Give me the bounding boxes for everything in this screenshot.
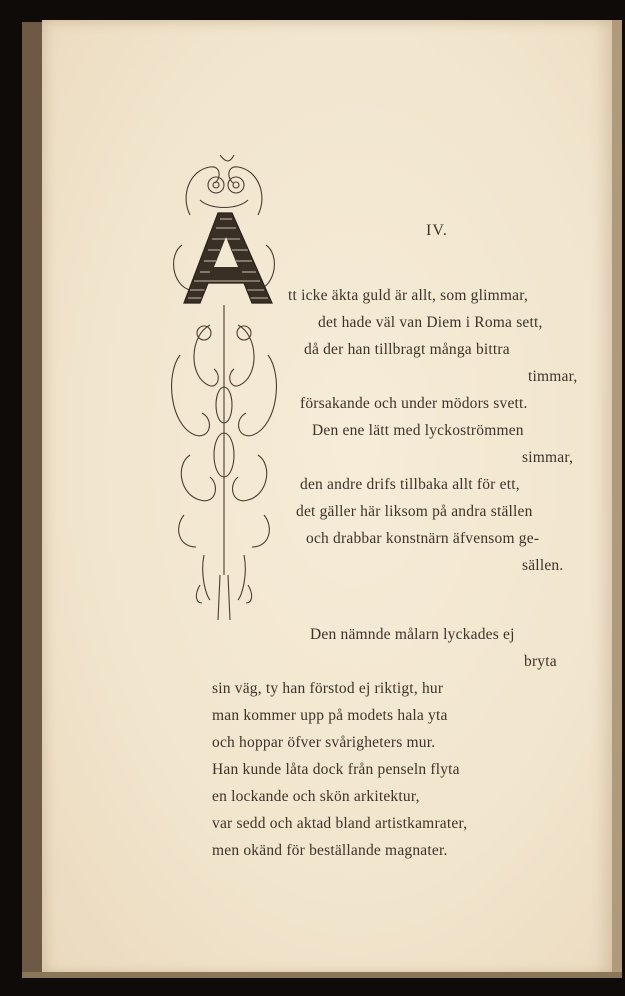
chapter-number: IV.: [426, 222, 448, 239]
verse-line: var sedd och aktad bland artistkamrater,: [212, 815, 468, 832]
verse-line: Den ene lätt med lyckoströmmen: [312, 422, 524, 439]
verse-line: bryta: [524, 653, 557, 670]
verse-line: Han kunde låta dock från penseln flyta: [212, 761, 460, 778]
verse-line: man kommer upp på modets hala yta: [212, 707, 448, 724]
verse-line: och drabbar konstnärn äfvensom ge-: [306, 530, 540, 547]
verse-line: Den nämnde målarn lyckades ej: [310, 626, 515, 643]
verse-line: försakande och under mödors svett.: [300, 395, 528, 412]
verse-line: sällen.: [522, 557, 564, 574]
verse-line: tt icke äkta guld är allt, som glimmar,: [288, 287, 529, 304]
verse-line: sin väg, ty han förstod ej riktigt, hur: [212, 680, 444, 697]
page-edge: [612, 20, 622, 975]
verse-line: då der han tillbragt många bittra: [304, 341, 510, 358]
verse-line: det hade väl van Diem i Roma sett,: [318, 314, 543, 331]
verse-line: en lockande och skön arkitektur,: [212, 788, 420, 805]
verse-line: det gäller här liksom på andra ställen: [296, 503, 533, 520]
verse-line: och hoppar öfver svårigheters mur.: [212, 734, 436, 751]
ornamental-dropcap-a: [160, 155, 288, 625]
verse-line: simmar,: [522, 449, 574, 466]
verse-line: den andre drifs tillbaka allt för ett,: [300, 476, 520, 493]
page-bottom-edge: [22, 972, 622, 978]
verse-line: men okänd för beställande magnater.: [212, 842, 448, 859]
verse-line: timmar,: [528, 368, 578, 385]
